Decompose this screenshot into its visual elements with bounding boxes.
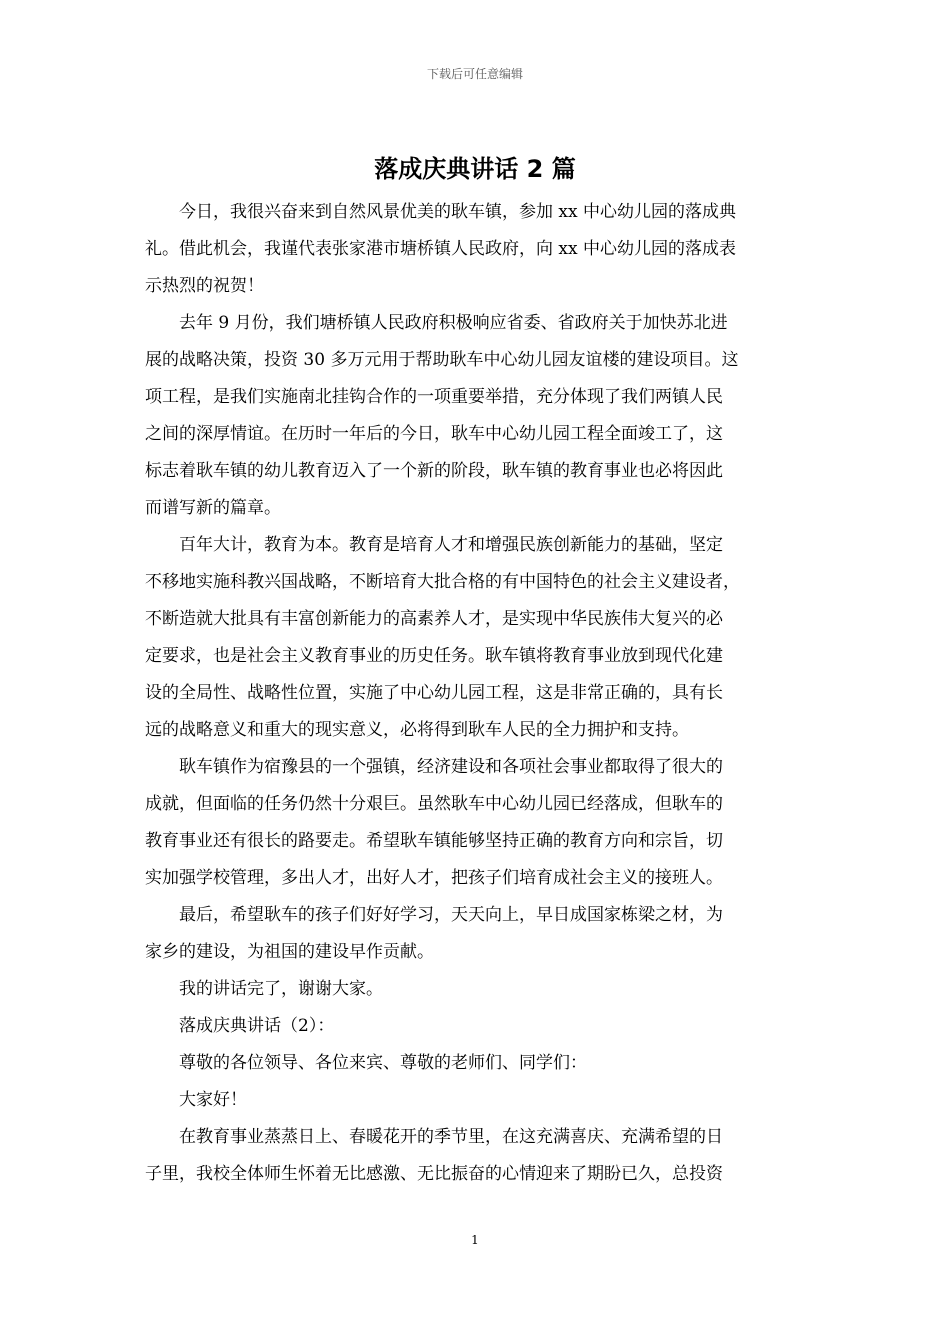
body-line: 实加强学校管理，多出人才，出好人才，把孩子们培育成社会主义的接班人。 (145, 868, 723, 888)
body-line: 去年 9 月份，我们塘桥镇人民政府积极响应省委、省政府关于加快苏北进 (145, 313, 728, 333)
body-line: 而谱写新的篇章。 (145, 498, 281, 518)
body-line: 之间的深厚情谊。在历时一年后的今日，耿车中心幼儿园工程全面竣工了，这 (145, 424, 723, 444)
document-body (145, 194, 810, 1193)
body-line: 示热烈的祝贺！ (145, 276, 264, 296)
body-line: 展的战略决策，投资 30 多万元用于帮助耿车中心幼儿园友谊楼的建设项目。这 (145, 350, 739, 370)
body-line: 最后，希望耿车的孩子们好好学习，天天向上，早日成国家栋梁之材，为 (145, 905, 723, 925)
body-line: 项工程，是我们实施南北挂钩合作的一项重要举措，充分体现了我们两镇人民 (145, 387, 723, 407)
body-line: 耿车镇作为宿豫县的一个强镇，经济建设和各项社会事业都取得了很大的 (145, 757, 723, 777)
body-line: 我的讲话完了，谢谢大家。 (145, 979, 383, 999)
body-line: 礼。借此机会，我谨代表张家港市塘桥镇人民政府，向 xx 中心幼儿园的落成表 (145, 239, 736, 259)
body-line: 成就，但面临的任务仍然十分艰巨。虽然耿车中心幼儿园已经落成，但耿车的 (145, 794, 723, 814)
page-number: 1 (471, 1233, 479, 1247)
body-line: 教育事业还有很长的路要走。希望耿车镇能够坚持正确的教育方向和宗旨，切 (145, 831, 723, 851)
body-line: 不移地实施科教兴国战略，不断培育大批合格的有中国特色的社会主义建设者， (145, 572, 740, 592)
body-line: 设的全局性、战略性位置，实施了中心幼儿园工程，这是非常正确的，具有长 (145, 683, 723, 703)
body-line: 不断造就大批具有丰富创新能力的高素养人才，是实现中华民族伟大复兴的必 (145, 609, 723, 629)
body-line: 远的战略意义和重大的现实意义，必将得到耿车人民的全力拥护和支持。 (145, 720, 689, 740)
body-line: 标志着耿车镇的幼儿教育迈入了一个新的阶段，耿车镇的教育事业也必将因此 (145, 461, 723, 481)
body-line: 大家好！ (145, 1090, 247, 1110)
page-header-note: 下载后可任意编辑 (426, 67, 523, 81)
body-line: 家乡的建设，为祖国的建设早作贡献。 (145, 942, 434, 962)
body-line: 尊敬的各位领导、各位来宾、尊敬的老师们、同学们： (145, 1053, 587, 1073)
document-title: 落成庆典讲话 2 篇 (374, 155, 576, 183)
body-line: 百年大计，教育为本。教育是培育人才和增强民族创新能力的基础，坚定 (145, 535, 723, 555)
body-line: 在教育事业蒸蒸日上、春暖花开的季节里，在这充满喜庆、充满希望的日 (145, 1127, 723, 1147)
body-line: 今日，我很兴奋来到自然风景优美的耿车镇，参加 xx 中心幼儿园的落成典 (145, 202, 736, 222)
body-line: 定要求，也是社会主义教育事业的历史任务。耿车镇将教育事业放到现代化建 (145, 646, 723, 666)
body-line: 子里，我校全体师生怀着无比感激、无比振奋的心情迎来了期盼已久，总投资 (145, 1164, 723, 1184)
body-line: 落成庆典讲话（2）： (145, 1016, 335, 1036)
